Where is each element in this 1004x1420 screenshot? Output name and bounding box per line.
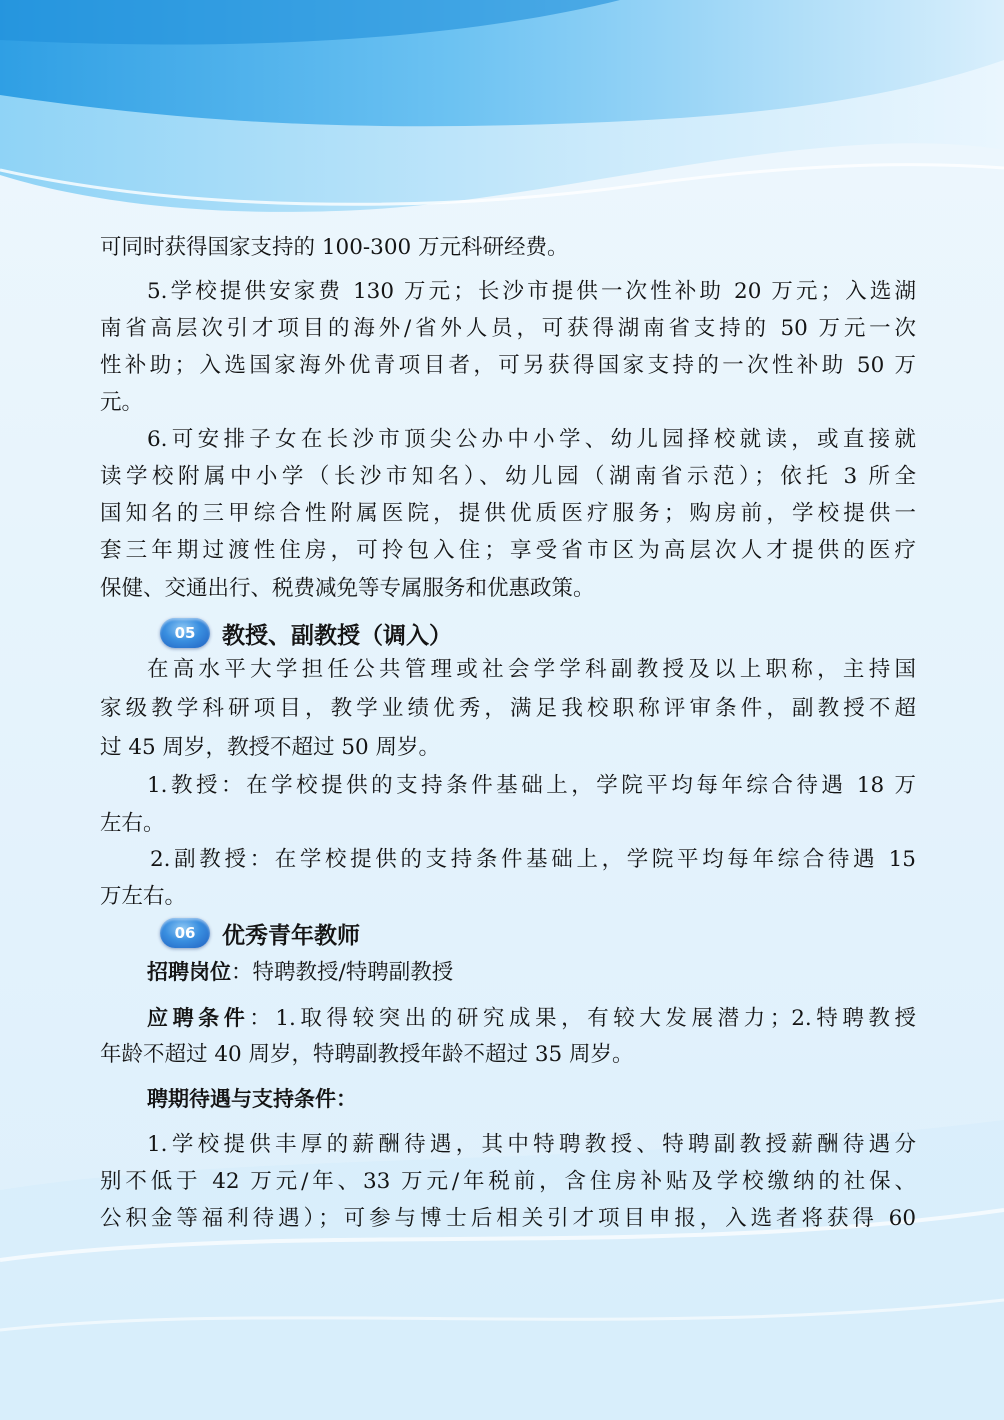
paragraph-line: 套三年期过渡性住房，可拎包入住；享受省市区为高层次人才提供的医疗 (100, 538, 916, 563)
paragraph-line: 元。 (100, 390, 144, 415)
paragraph-line: 公积金等福利待遇）；可参与博士后相关引才项目申报，入选者将获得 60 (100, 1206, 916, 1231)
section-number-badge: 06 (160, 918, 210, 948)
paragraph-line: 南省高层次引才项目的海外/省外人员，可获得湖南省支持的 50 万元一次 (100, 316, 916, 341)
paragraph-line: 年龄不超过 40 周岁，特聘副教授年龄不超过 35 周岁。 (100, 1042, 634, 1067)
paragraph-line: 可同时获得国家支持的 100-300 万元科研经费。 (100, 235, 569, 260)
paragraph-line: 保健、交通出行、税费减免等专属服务和优惠政策。 (100, 576, 595, 601)
paragraph-line: 国知名的三甲综合性附属医院，提供优质医疗服务；购房前，学校提供一 (100, 501, 916, 526)
paragraph-line: 万左右。 (100, 884, 187, 909)
paragraph-line: 左右。 (100, 811, 165, 836)
section-heading-05 (160, 613, 452, 653)
paragraph-line: 过 45 周岁，教授不超过 50 周岁。 (100, 735, 441, 760)
section-number-badge: 05 (160, 618, 210, 648)
benefits-heading: 聘期待遇与支持条件： (147, 1087, 357, 1111)
field-label: 应聘条件 (147, 1006, 250, 1030)
paragraph-line: 读学校附属中小学（长沙市知名）、幼儿园（湖南省示范）；依托 3 所全 (100, 464, 916, 489)
field-label: 招聘岗位 (147, 960, 231, 984)
field-value: ：特聘教授/特聘副教授 (231, 960, 454, 985)
section-title: 教授、副教授（调入） (222, 622, 452, 649)
field-value: ：1.取得较突出的研究成果，有较大发展潜力；2.特聘教授 (249, 1006, 916, 1031)
recruit-position (147, 957, 453, 988)
section-heading-06 (160, 913, 360, 953)
paragraph-line: 别不低于 42 万元/年、33 万元/年税前，含住房补贴及学校缴纳的社保、 (100, 1169, 916, 1194)
paragraph-line: 1.教授：在学校提供的支持条件基础上，学院平均每年综合待遇 18 万 (147, 773, 916, 798)
paragraph-line: 在高水平大学担任公共管理或社会学学科副教授及以上职称，主持国 (147, 657, 916, 682)
paragraph-line: 6.可安排子女在长沙市顶尖公办中小学、幼儿园择校就读，或直接就 (147, 427, 916, 452)
paragraph-line: 2.副教授：在学校提供的支持条件基础上，学院平均每年综合待遇 15 (150, 847, 916, 872)
paragraph-line: 性补助；入选国家海外优青项目者，可另获得国家支持的一次性补助 50 万 (100, 353, 916, 378)
paragraph-line: 5.学校提供安家费 130 万元；长沙市提供一次性补助 20 万元；入选湖 (147, 279, 916, 304)
paragraph-line: 家级教学科研项目，教学业绩优秀，满足我校职称评审条件，副教授不超 (100, 696, 916, 721)
paragraph-line: 1.学校提供丰厚的薪酬待遇，其中特聘教授、特聘副教授薪酬待遇分 (147, 1132, 916, 1157)
requirements-line (147, 1003, 916, 1034)
section-title: 优秀青年教师 (222, 922, 360, 949)
